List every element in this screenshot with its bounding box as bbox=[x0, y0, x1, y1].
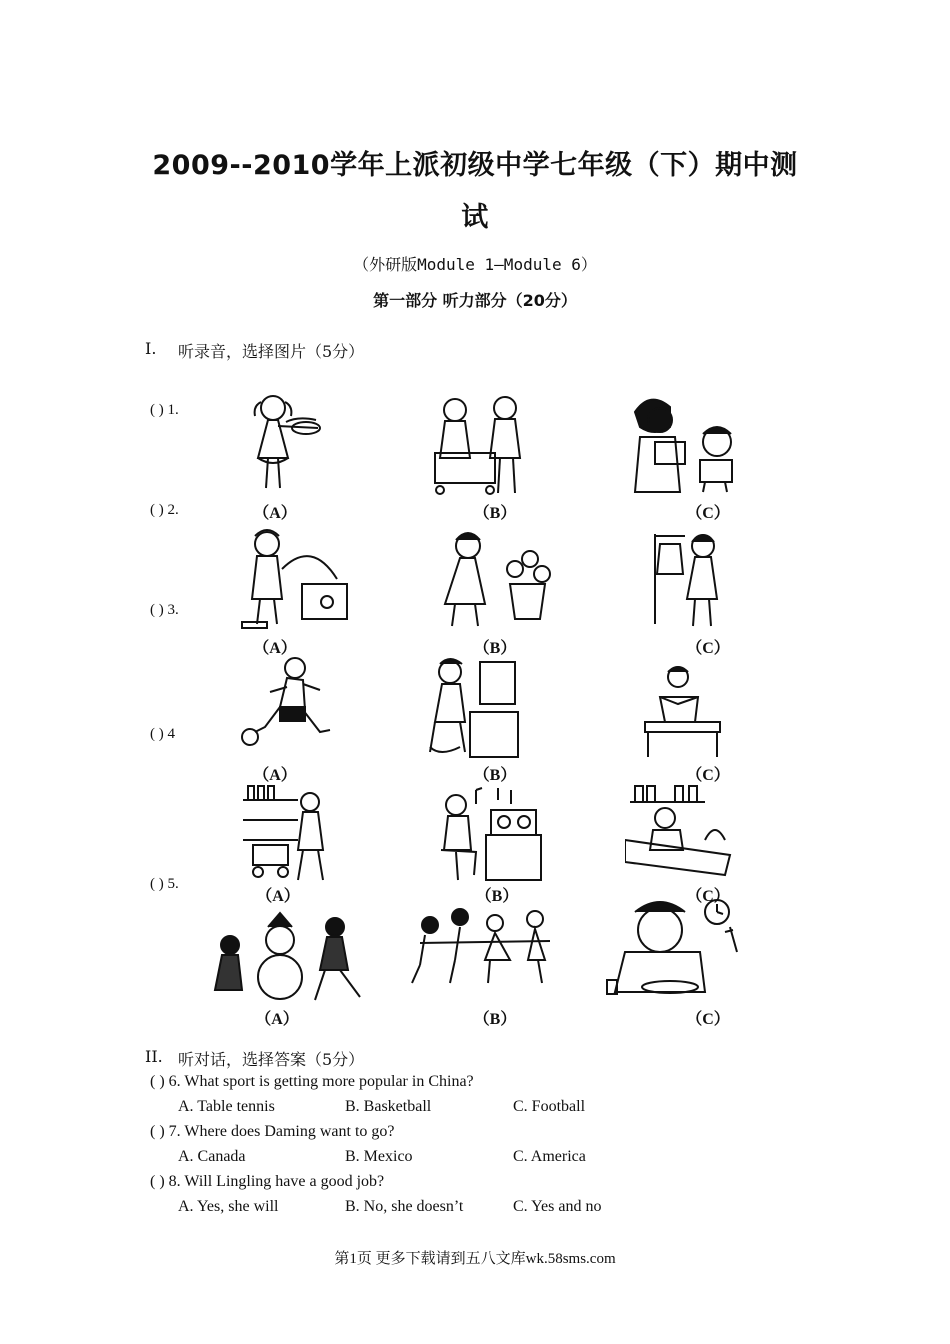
page-title: 2009--2010学年上派初级中学七年级（下）期中测 bbox=[152, 150, 798, 181]
section-1-instruction: 听录音，选择图片（5分） bbox=[178, 342, 365, 361]
question-1-option-c-label: （C） bbox=[686, 505, 730, 522]
question-3-option-c-label: （C） bbox=[686, 767, 730, 784]
question-3-option-b-label: （B） bbox=[473, 767, 517, 784]
question-4-number: ( ) 4 bbox=[150, 726, 175, 742]
boy-eating-clock-icon bbox=[605, 892, 750, 1002]
question-1-number: ( ) 1. bbox=[150, 402, 179, 418]
question-5-option-c-label: （C） bbox=[686, 1011, 730, 1028]
boy-vacuum-icon bbox=[232, 524, 362, 634]
boy-football-icon bbox=[235, 652, 340, 752]
question-6-option-a: A. Table tennis bbox=[178, 1098, 275, 1115]
girl-violin-icon bbox=[228, 388, 338, 500]
kids-dancing-icon bbox=[410, 905, 560, 987]
part-heading: 第一部分 听力部分（20分） bbox=[373, 291, 577, 310]
question-7-option-b: B. Mexico bbox=[345, 1148, 413, 1165]
page-footer: 第1页 更多下载请到五八文库wk.58sms.com bbox=[334, 1251, 616, 1267]
question-8-option-b: B. No, she doesn’t bbox=[345, 1198, 464, 1215]
man-office-desk-icon bbox=[625, 780, 740, 885]
girl-clothes-rack-icon bbox=[645, 524, 730, 634]
nurses-cart-icon bbox=[405, 388, 595, 503]
question-2-option-a-label: （A） bbox=[253, 640, 297, 657]
question-5-option-b-label: （B） bbox=[473, 1011, 517, 1028]
section-2-number: II. bbox=[145, 1047, 163, 1066]
question-2-number: ( ) 2. bbox=[150, 502, 179, 518]
question-1-option-a-label: （A） bbox=[253, 505, 297, 522]
supermarket-shopping-icon bbox=[238, 780, 333, 885]
question-6-option-b: B. Basketball bbox=[345, 1098, 432, 1115]
subtitle: （外研版Module 1—Module 6） bbox=[353, 255, 597, 274]
kids-snowman-icon bbox=[210, 905, 370, 1007]
question-4-option-b-label: （B） bbox=[475, 888, 519, 905]
man-reading-desk-icon bbox=[640, 662, 725, 760]
man-computer-icon bbox=[420, 652, 530, 762]
question-3-option-a-label: （A） bbox=[253, 767, 297, 784]
question-7-option-a: A. Canada bbox=[178, 1148, 246, 1165]
question-7-option-c: C. America bbox=[513, 1148, 586, 1165]
section-2-instruction: 听对话，选择答案（5分） bbox=[178, 1050, 365, 1069]
section-1-number: I. bbox=[145, 339, 157, 358]
question-7-stem: ( ) 7. Where does Daming want to go? bbox=[150, 1123, 395, 1140]
question-3-number: ( ) 3. bbox=[150, 602, 179, 618]
mother-reading-icon bbox=[625, 392, 745, 497]
question-6-stem: ( ) 6. What sport is getting more popular in China? bbox=[150, 1073, 474, 1090]
question-8-option-c: C. Yes and no bbox=[513, 1198, 602, 1215]
question-5-option-a-label: （A） bbox=[255, 1011, 299, 1028]
page-title-continued: 试 bbox=[461, 202, 489, 233]
question-6-option-c: C. Football bbox=[513, 1098, 586, 1115]
question-4-option-c-label: （C） bbox=[686, 888, 730, 905]
question-2-option-b-label: （B） bbox=[473, 640, 517, 657]
question-5-number: ( ) 5. bbox=[150, 876, 179, 892]
man-music-radio-icon bbox=[436, 780, 546, 885]
question-8-option-a: A. Yes, she will bbox=[178, 1198, 279, 1215]
girl-flowers-icon bbox=[430, 524, 560, 632]
question-1-option-b-label: （B） bbox=[473, 505, 517, 522]
question-2-option-c-label: （C） bbox=[686, 640, 730, 657]
question-8-stem: ( ) 8. Will Lingling have a good job? bbox=[150, 1173, 385, 1190]
question-4-option-a-label: （A） bbox=[256, 888, 300, 905]
